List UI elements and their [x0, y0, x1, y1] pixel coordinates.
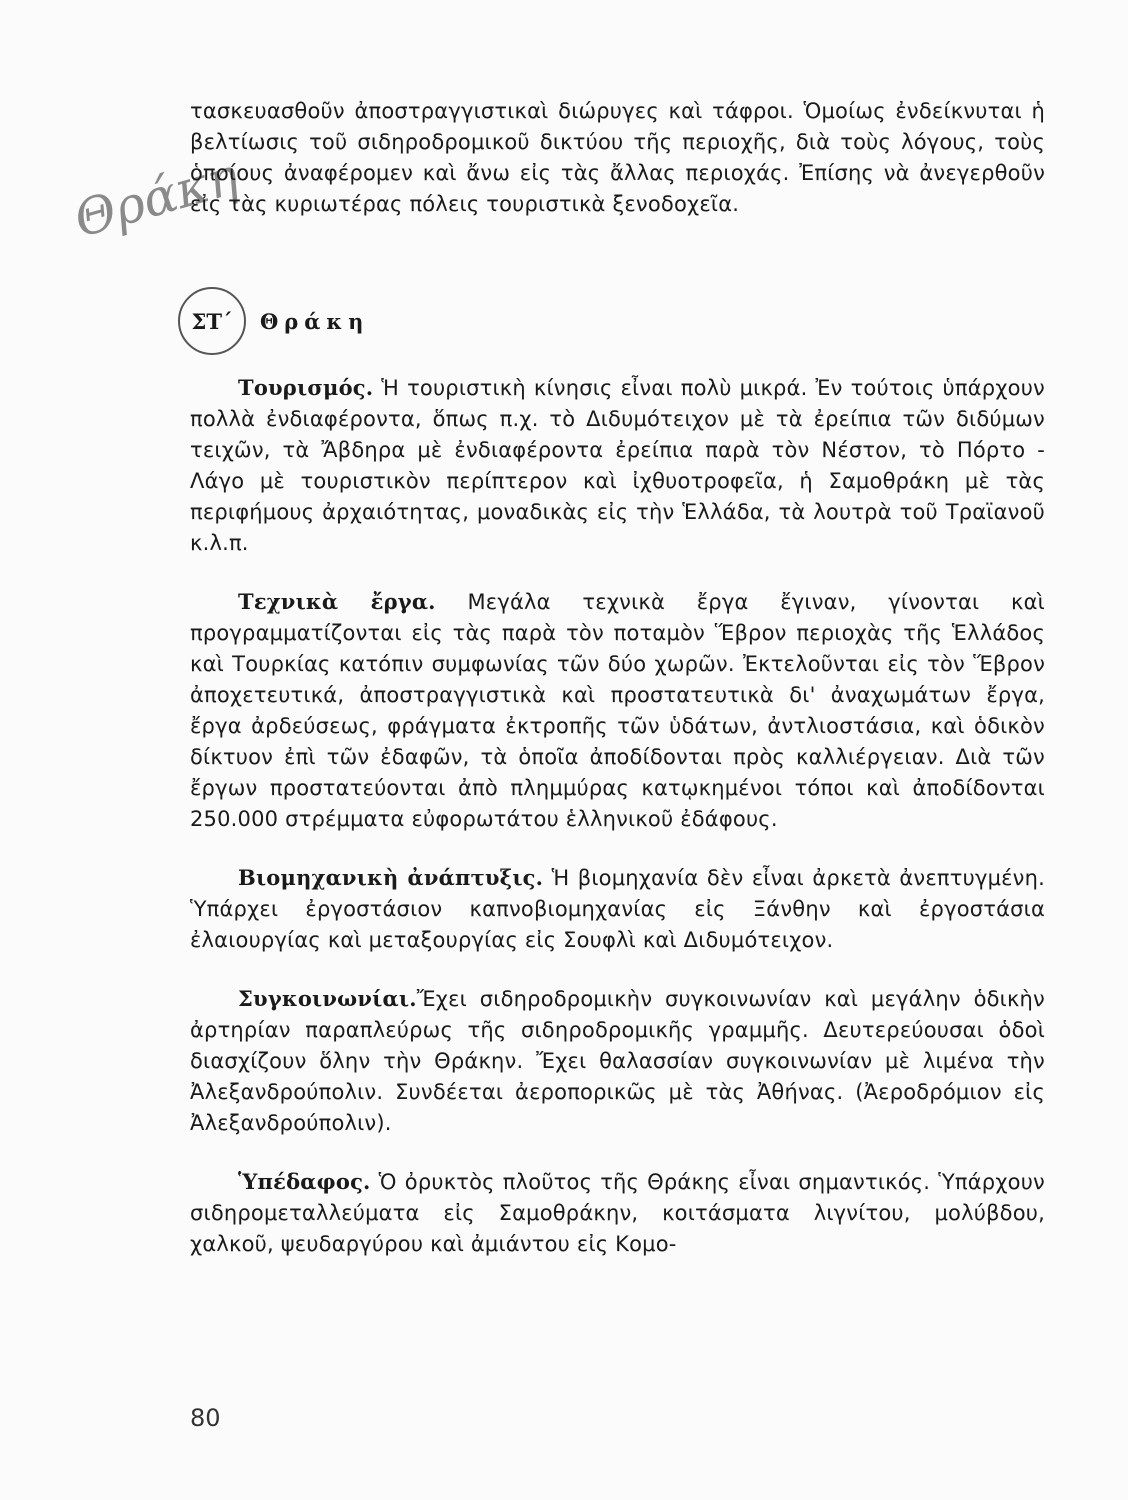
section-heading: [178, 286, 369, 356]
top-paragraph-block: [190, 96, 1045, 220]
paragraph-transport: [190, 983, 1045, 1139]
paragraph-text: Ἔχει σιδηροδρομικὴν συγκοινωνίαν καὶ μεγάλην ὁδικὴν ἀρτηρίαν παραπλεύρως τῆς σιδηροδρομικῆς γραμμῆς. Δευτερεύουσαι ὁδοὶ διασχίζουν ὅλην τὴν Θράκην. Ἔχει θαλασσίαν συγκοινωνίαν μὲ λιμένα τὴν Ἀλεξανδρούπολιν. Συνδέεται ἀεροπορικῶς μὲ τὰς Ἀθήνας. (Ἀεροδρόμιον εἰς Ἀλεξανδρούπολιν).: [190, 987, 1045, 1135]
paragraph-text: Ὁ ὀρυκτὸς πλοῦτος τῆς Θράκης εἶναι σημαντικός. Ὑπάρχουν σιδηρομεταλλεύματα εἰς Σαμοθράκην, κοιτάσματα λιγνίτου, μολύβδου, χαλκοῦ, ψευδαργύρου καὶ ἀμιάντου εἰς Κομο-: [190, 1170, 1045, 1256]
paragraph-technical-works: [190, 586, 1045, 835]
section-title: Θράκη: [260, 308, 370, 334]
paragraph-subsoil: [190, 1166, 1045, 1260]
paragraph-industry: [190, 862, 1045, 956]
page-number: 80: [190, 1404, 221, 1432]
paragraph-lead: Ὑπέδαφος.: [238, 1169, 371, 1194]
paragraph-tourism: [190, 372, 1045, 559]
paragraph-lead: Τεχνικὰ ἔργα.: [238, 589, 436, 614]
paragraph-lead: Τουρισμός.: [238, 375, 374, 400]
section-body: [190, 372, 1045, 1260]
paragraph-text: Ἡ βιομηχανία δὲν εἶναι ἀρκετὰ ἀνεπτυγμένη. Ὑπάρχει ἐργοστάσιον καπνοβιομηχανίας εἰς Ξάνθην καὶ ἐργοστάσια ἐλαιουργίας καὶ μεταξουργίας εἰς Σουφλὶ καὶ Διδυμότειχον.: [190, 866, 1045, 952]
paragraph-lead: Συγκοινωνίαι.: [238, 986, 417, 1011]
paragraph-text: Μεγάλα τεχνικὰ ἔργα ἔγιναν, γίνονται καὶ προγραμματίζονται εἰς τὰς παρὰ τὸν ποταμὸν Ἕβρον περιοχὰς τῆς Ἑλλάδος καὶ Τουρκίας κατόπιν συμφωνίας τῶν δύο χωρῶν. Ἐκτελοῦνται εἰς τὸν Ἕβρον ἀποχετευτικά, ἀποστραγγιστικὰ καὶ προστατευτικὰ δι' ἀναχωμάτων ἔργα, ἔργα ἀρδεύσεως, φράγματα ἐκτροπῆς τῶν ὑδάτων, ἀντλιοστάσια, καὶ ὁδικὸν δίκτυον ἐπὶ τῶν ἐδαφῶν, τὰ ὁποῖα ἀποδίδονται πρὸς καλλιέργειαν. Διὰ τῶν ἔργων προστατεύονται ἀπὸ πλημμύρας κατῳκημένοι τόποι καὶ ἀποδίδονται 250.000 στρέμματα εὐφορωτάτου ἑλληνικοῦ ἐδάφους.: [190, 590, 1045, 831]
paragraph-lead: Βιομηχανικὴ ἀνάπτυξις.: [238, 865, 544, 890]
paragraph-text: Ἡ τουριστικὴ κίνησις εἶναι πολὺ μικρά. Ἐν τούτοις ὑπάρχουν πολλὰ ἐνδιαφέροντα, ὅπως π.χ. τὸ Διδυμότειχον μὲ τὰ ἐρείπια τῶν διδύμων τειχῶν, τὰ Ἄβδηρα μὲ ἐνδιαφέροντα ἐρείπια παρὰ τὸν Νέστον, τὸ Πόρτο - Λάγο μὲ τουριστικὸν περίπτερον καὶ ἰχθυοτροφεῖα, ἡ Σαμοθράκη μὲ τὰς περιφήμους ἀρχαιότητας, μοναδικὰς εἰς τὴν Ἑλλάδα, τὰ λουτρὰ τοῦ Τραϊανοῦ κ.λ.π.: [190, 376, 1045, 555]
handwritten-margin-note: Θράκη: [68, 147, 245, 249]
section-number-badge: ΣΤ΄: [178, 287, 246, 355]
continued-paragraph: τασκευασθοῦν ἀποστραγγιστικαὶ διώρυγες καὶ τάφροι. Ὁμοίως ἐνδείκνυται ἡ βελτίωσις τοῦ σιδηροδρομικοῦ δικτύου τῆς περιοχῆς, διὰ τοὺς λόγους, τοὺς ὁποίους ἀναφέρομεν καὶ ἄνω εἰς τὰς ἄλλας περιοχάς. Ἐπίσης νὰ ἀνεγερθοῦν εἰς τὰς κυριωτέρας πόλεις τουριστικὰ ξενοδοχεῖα.: [190, 99, 1045, 216]
